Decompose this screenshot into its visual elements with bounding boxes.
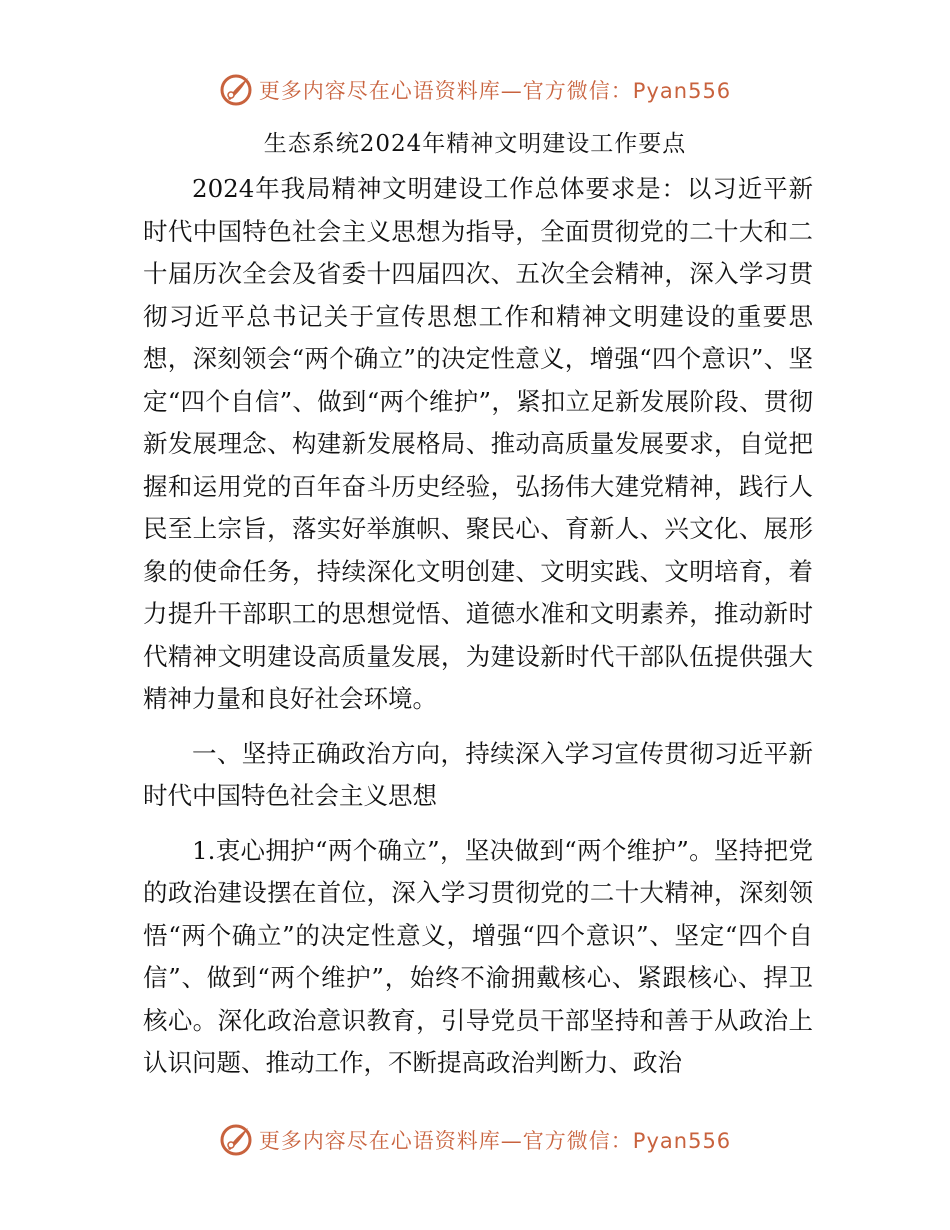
watermark-text: 更多内容尽在心语资料库—官方微信：Pyan556 [258,1129,732,1153]
header-watermark-banner [0,70,950,110]
paragraph-general-requirements: 2024年我局精神文明建设工作总体要求是：以习近平新时代中国特色社会主义思想为指导，全面贯彻党的二十大和二十届历次全会及省委十四届四次、五次全会精神，深入学习贯彻习近平总书记关于宣传思想工作和精神文明建设的重要思想，深刻领会“两个确立”的决定性意义，增强“四个意识”、坚定“四个自信”、做到“两个维护”，紧扣立足新发展阶段、贯彻新发展理念、构建新发展格局、推动高质量发展要求，自觉把握和运用党的百年奋斗历史经验，弘扬伟大建党精神，践行人民至上宗旨，落实好举旗帜、聚民心、育新人、兴文化、展形象的使命任务，持续深化文明创建、文明实践、文明培育，着力提升干部职工的思想觉悟、道德水准和文明素养，推动新时代精神文明建设高质量发展，为建设新时代干部队伍提供强大精神力量和良好社会环境。 [143,174,813,713]
footer-watermark-banner [0,1120,950,1160]
document-body [143,168,813,1085]
watermark-text: 更多内容尽在心语资料库—官方微信：Pyan556 [258,79,732,103]
paragraph-item-1: 1.衷心拥护“两个确立”，坚决做到“两个维护”。坚持把党的政治建设摆在首位，深入学习贯彻党的二十大精神，深刻领悟“两个确立”的决定性意义，增强“四个意识”、坚定“四个自信”、做到“两个维护”，始终不渝拥戴核心、紧跟核心、捍卫核心。深化政治意识教育，引导党员干部坚持和善于从政治上认识问题、推动工作，不断提高政治判断力、政治 [143,835,813,1077]
feather-logo-icon [219,73,253,107]
feather-logo-icon [219,1123,253,1157]
document-title: 生态系统2024年精神文明建设工作要点 [263,131,687,157]
section-heading-1: 一、坚持正确政治方向，持续深入学习宣传贯彻习近平新时代中国特色社会主义思想 [143,738,813,810]
